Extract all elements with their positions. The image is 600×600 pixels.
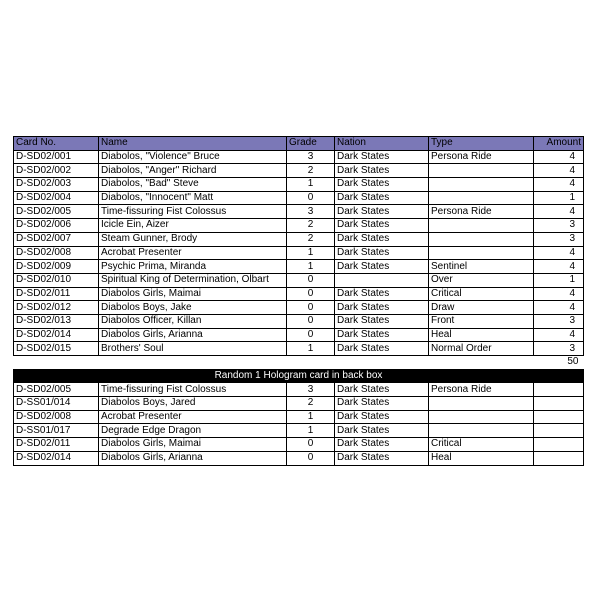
cell-type xyxy=(429,164,534,178)
cell-name: Diabolos, "Violence" Bruce xyxy=(99,150,287,164)
hologram-banner: Random 1 Hologram card in back box xyxy=(14,369,584,383)
cell-card-no: D-SS01/017 xyxy=(14,424,99,438)
cell-card-no: D-SD02/005 xyxy=(14,205,99,219)
cell-card-no: D-SD02/013 xyxy=(14,314,99,328)
table-row xyxy=(14,232,584,246)
cell-name: Diabolos Officer, Killan xyxy=(99,314,287,328)
cell-grade: 0 xyxy=(287,287,335,301)
cell-type: Heal xyxy=(429,328,534,342)
table-row xyxy=(14,451,584,465)
table-row xyxy=(14,314,584,328)
cell-nation: Dark States xyxy=(335,383,429,397)
cell-nation: Dark States xyxy=(335,287,429,301)
cell-grade: 1 xyxy=(287,424,335,438)
table-row xyxy=(14,383,584,397)
cell-grade: 2 xyxy=(287,164,335,178)
cell-name: Diabolos, "Innocent" Matt xyxy=(99,191,287,205)
cell-amount xyxy=(534,410,584,424)
header-name: Name xyxy=(99,137,287,151)
cell-amount: 3 xyxy=(534,219,584,233)
cell-grade: 1 xyxy=(287,342,335,356)
header-nation: Nation xyxy=(335,137,429,151)
table-row xyxy=(14,164,584,178)
cell-nation: Dark States xyxy=(335,164,429,178)
cell-grade: 0 xyxy=(287,191,335,205)
cell-grade: 2 xyxy=(287,219,335,233)
table-row xyxy=(14,328,584,342)
cell-card-no: D-SD02/014 xyxy=(14,451,99,465)
cell-amount xyxy=(534,451,584,465)
cell-name: Time-fissuring Fist Colossus xyxy=(99,383,287,397)
table-row xyxy=(14,246,584,260)
cell-nation: Dark States xyxy=(335,205,429,219)
cell-type xyxy=(429,191,534,205)
table-row xyxy=(14,301,584,315)
cell-grade: 2 xyxy=(287,397,335,411)
cell-amount: 4 xyxy=(534,205,584,219)
cell-type: Heal xyxy=(429,451,534,465)
cell-grade: 2 xyxy=(287,232,335,246)
cell-type xyxy=(429,410,534,424)
cell-name: Diabolos Boys, Jared xyxy=(99,397,287,411)
cell-name: Spiritual King of Determination, Olbart xyxy=(99,273,287,287)
cell-type: Persona Ride xyxy=(429,383,534,397)
cell-amount: 1 xyxy=(534,191,584,205)
cell-nation: Dark States xyxy=(335,232,429,246)
table-row xyxy=(14,219,584,233)
cell-nation: Dark States xyxy=(335,438,429,452)
cell-amount xyxy=(534,383,584,397)
hologram-card-rows xyxy=(14,383,584,465)
cell-type: Sentinel xyxy=(429,260,534,274)
cell-type: Persona Ride xyxy=(429,205,534,219)
hologram-banner-row xyxy=(14,369,584,383)
cell-type: Critical xyxy=(429,438,534,452)
cell-grade: 0 xyxy=(287,328,335,342)
cell-amount: 4 xyxy=(534,287,584,301)
cell-name: Diabolos Girls, Maimai xyxy=(99,438,287,452)
cell-type: Over xyxy=(429,273,534,287)
cell-card-no: D-SD02/012 xyxy=(14,301,99,315)
cell-name: Brothers' Soul xyxy=(99,342,287,356)
cell-nation: Dark States xyxy=(335,314,429,328)
cell-grade: 3 xyxy=(287,383,335,397)
card-list-sheet xyxy=(13,136,583,466)
cell-grade: 0 xyxy=(287,451,335,465)
header-amount: Amount xyxy=(534,137,584,151)
cell-nation: Dark States xyxy=(335,191,429,205)
header-type: Type xyxy=(429,137,534,151)
cell-nation: Dark States xyxy=(335,246,429,260)
cell-type xyxy=(429,232,534,246)
cell-amount: 1 xyxy=(534,273,584,287)
cell-name: Steam Gunner, Brody xyxy=(99,232,287,246)
cell-card-no: D-SS01/014 xyxy=(14,397,99,411)
cell-type xyxy=(429,397,534,411)
total-spacer xyxy=(14,356,534,370)
cell-amount xyxy=(534,397,584,411)
cell-amount: 3 xyxy=(534,314,584,328)
cell-card-no: D-SD02/003 xyxy=(14,178,99,192)
cell-amount: 3 xyxy=(534,232,584,246)
table-row xyxy=(14,191,584,205)
cell-card-no: D-SD02/011 xyxy=(14,438,99,452)
cell-name: Psychic Prima, Miranda xyxy=(99,260,287,274)
cell-card-no: D-SD02/014 xyxy=(14,328,99,342)
cell-card-no: D-SD02/009 xyxy=(14,260,99,274)
cell-nation: Dark States xyxy=(335,150,429,164)
cell-name: Diabolos, "Bad" Steve xyxy=(99,178,287,192)
card-list-table xyxy=(13,136,584,466)
cell-amount: 4 xyxy=(534,178,584,192)
cell-card-no: D-SD02/011 xyxy=(14,287,99,301)
cell-grade: 3 xyxy=(287,150,335,164)
cell-nation: Dark States xyxy=(335,397,429,411)
cell-name: Degrade Edge Dragon xyxy=(99,424,287,438)
table-row xyxy=(14,397,584,411)
cell-amount: 4 xyxy=(534,164,584,178)
cell-amount: 4 xyxy=(534,328,584,342)
cell-type: Critical xyxy=(429,287,534,301)
cell-name: Acrobat Presenter xyxy=(99,410,287,424)
header-row xyxy=(14,137,584,151)
cell-nation: Dark States xyxy=(335,451,429,465)
table-row xyxy=(14,178,584,192)
cell-card-no: D-SD02/006 xyxy=(14,219,99,233)
table-row xyxy=(14,410,584,424)
table-row xyxy=(14,260,584,274)
cell-amount: 4 xyxy=(534,260,584,274)
cell-card-no: D-SD02/010 xyxy=(14,273,99,287)
cell-type xyxy=(429,424,534,438)
cell-amount xyxy=(534,424,584,438)
header-card-no: Card No. xyxy=(14,137,99,151)
table-row xyxy=(14,205,584,219)
cell-nation: Dark States xyxy=(335,301,429,315)
cell-nation: Dark States xyxy=(335,424,429,438)
cell-grade: 1 xyxy=(287,410,335,424)
cell-name: Time-fissuring Fist Colossus xyxy=(99,205,287,219)
cell-amount xyxy=(534,438,584,452)
cell-type: Draw xyxy=(429,301,534,315)
cell-type xyxy=(429,219,534,233)
cell-amount: 4 xyxy=(534,150,584,164)
cell-nation: Dark States xyxy=(335,219,429,233)
cell-card-no: D-SD02/008 xyxy=(14,410,99,424)
cell-nation: Dark States xyxy=(335,328,429,342)
cell-card-no: D-SD02/008 xyxy=(14,246,99,260)
cell-nation: Dark States xyxy=(335,178,429,192)
cell-type: Normal Order xyxy=(429,342,534,356)
cell-amount: 4 xyxy=(534,246,584,260)
cell-grade: 1 xyxy=(287,260,335,274)
cell-grade: 0 xyxy=(287,438,335,452)
cell-amount: 3 xyxy=(534,342,584,356)
cell-grade: 3 xyxy=(287,205,335,219)
cell-name: Icicle Ein, Aizer xyxy=(99,219,287,233)
cell-grade: 1 xyxy=(287,246,335,260)
cell-name: Diabolos Boys, Jake xyxy=(99,301,287,315)
cell-grade: 0 xyxy=(287,273,335,287)
total-row xyxy=(14,356,584,370)
table-row xyxy=(14,150,584,164)
table-row xyxy=(14,342,584,356)
cell-nation: Dark States xyxy=(335,342,429,356)
table-row xyxy=(14,438,584,452)
cell-card-no: D-SD02/001 xyxy=(14,150,99,164)
cell-name: Acrobat Presenter xyxy=(99,246,287,260)
cell-nation: Dark States xyxy=(335,410,429,424)
cell-nation xyxy=(335,273,429,287)
cell-grade: 0 xyxy=(287,301,335,315)
cell-type: Persona Ride xyxy=(429,150,534,164)
total-amount: 50 xyxy=(567,356,579,368)
cell-amount: 4 xyxy=(534,301,584,315)
cell-name: Diabolos Girls, Arianna xyxy=(99,451,287,465)
cell-name: Diabolos, "Anger" Richard xyxy=(99,164,287,178)
cell-name: Diabolos Girls, Arianna xyxy=(99,328,287,342)
table-row xyxy=(14,273,584,287)
cell-card-no: D-SD02/004 xyxy=(14,191,99,205)
main-card-rows xyxy=(14,150,584,355)
cell-grade: 1 xyxy=(287,178,335,192)
cell-card-no: D-SD02/015 xyxy=(14,342,99,356)
header-grade: Grade xyxy=(287,137,335,151)
table-row xyxy=(14,424,584,438)
cell-grade: 0 xyxy=(287,314,335,328)
table-row xyxy=(14,287,584,301)
cell-nation: Dark States xyxy=(335,260,429,274)
cell-card-no: D-SD02/002 xyxy=(14,164,99,178)
cell-type xyxy=(429,178,534,192)
cell-card-no: D-SD02/005 xyxy=(14,383,99,397)
cell-type: Front xyxy=(429,314,534,328)
cell-name: Diabolos Girls, Maimai xyxy=(99,287,287,301)
cell-card-no: D-SD02/007 xyxy=(14,232,99,246)
cell-type xyxy=(429,246,534,260)
